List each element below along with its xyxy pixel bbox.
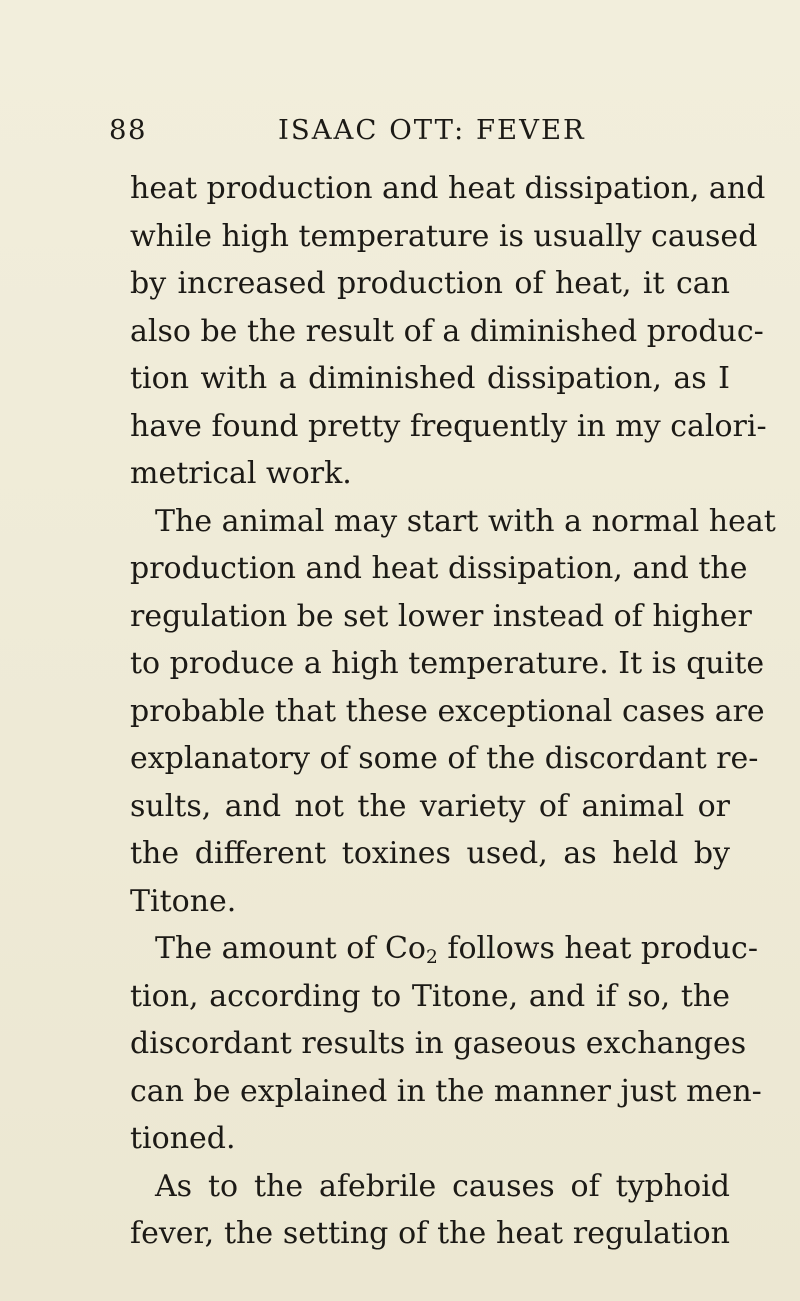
text-line: tion, according to Titone, and if so, the (130, 978, 730, 1014)
text-line: Titone. (130, 883, 237, 919)
text-run: The amount of Co (155, 931, 426, 966)
text-line: sults, and not the variety of animal or (130, 788, 730, 824)
text-line: probable that these exceptional cases are (130, 693, 765, 729)
text-run: follows heat produc- (437, 931, 758, 966)
text-line: the different toxines used, as held by (130, 836, 730, 871)
page-number: 88 (109, 114, 147, 146)
text-line: have found pretty frequently in my calori- (130, 408, 767, 444)
text-line: regulation be set lower instead of higher (130, 598, 752, 634)
text-line: by increased production of heat, it can (130, 266, 730, 301)
text-line: fever, the setting of the heat regulation (130, 1216, 730, 1251)
text-line: while high temperature is usually caused (130, 218, 758, 254)
text-line: to produce a high temperature. It is quite (130, 646, 765, 681)
text-line: As to the afebrile causes of typhoid (155, 1168, 730, 1204)
text-line: metrical work. (130, 456, 352, 491)
text-line: discordant results in gaseous exchanges (130, 1026, 747, 1061)
running-head (109, 114, 719, 154)
text-line: tioned. (130, 1121, 236, 1156)
body-text (130, 165, 776, 1258)
text-line: heat production and heat dissipation, and (130, 171, 766, 206)
subscript-2: 2 (425, 947, 438, 969)
text-line: can be explained in the manner just men- (130, 1073, 762, 1109)
text-line: explanatory of some of the discordant re- (130, 741, 759, 776)
text-line: The animal may start with a normal heat (155, 503, 776, 539)
text-line: tion with a diminished dissipation, as I (130, 361, 730, 396)
text-line-co2 (130, 925, 758, 973)
running-title: ISAAC OTT: FEVER (278, 114, 586, 146)
text-line: also be the result of a diminished produc- (130, 313, 764, 349)
text-line: production and heat dissipation, and the (130, 551, 748, 586)
